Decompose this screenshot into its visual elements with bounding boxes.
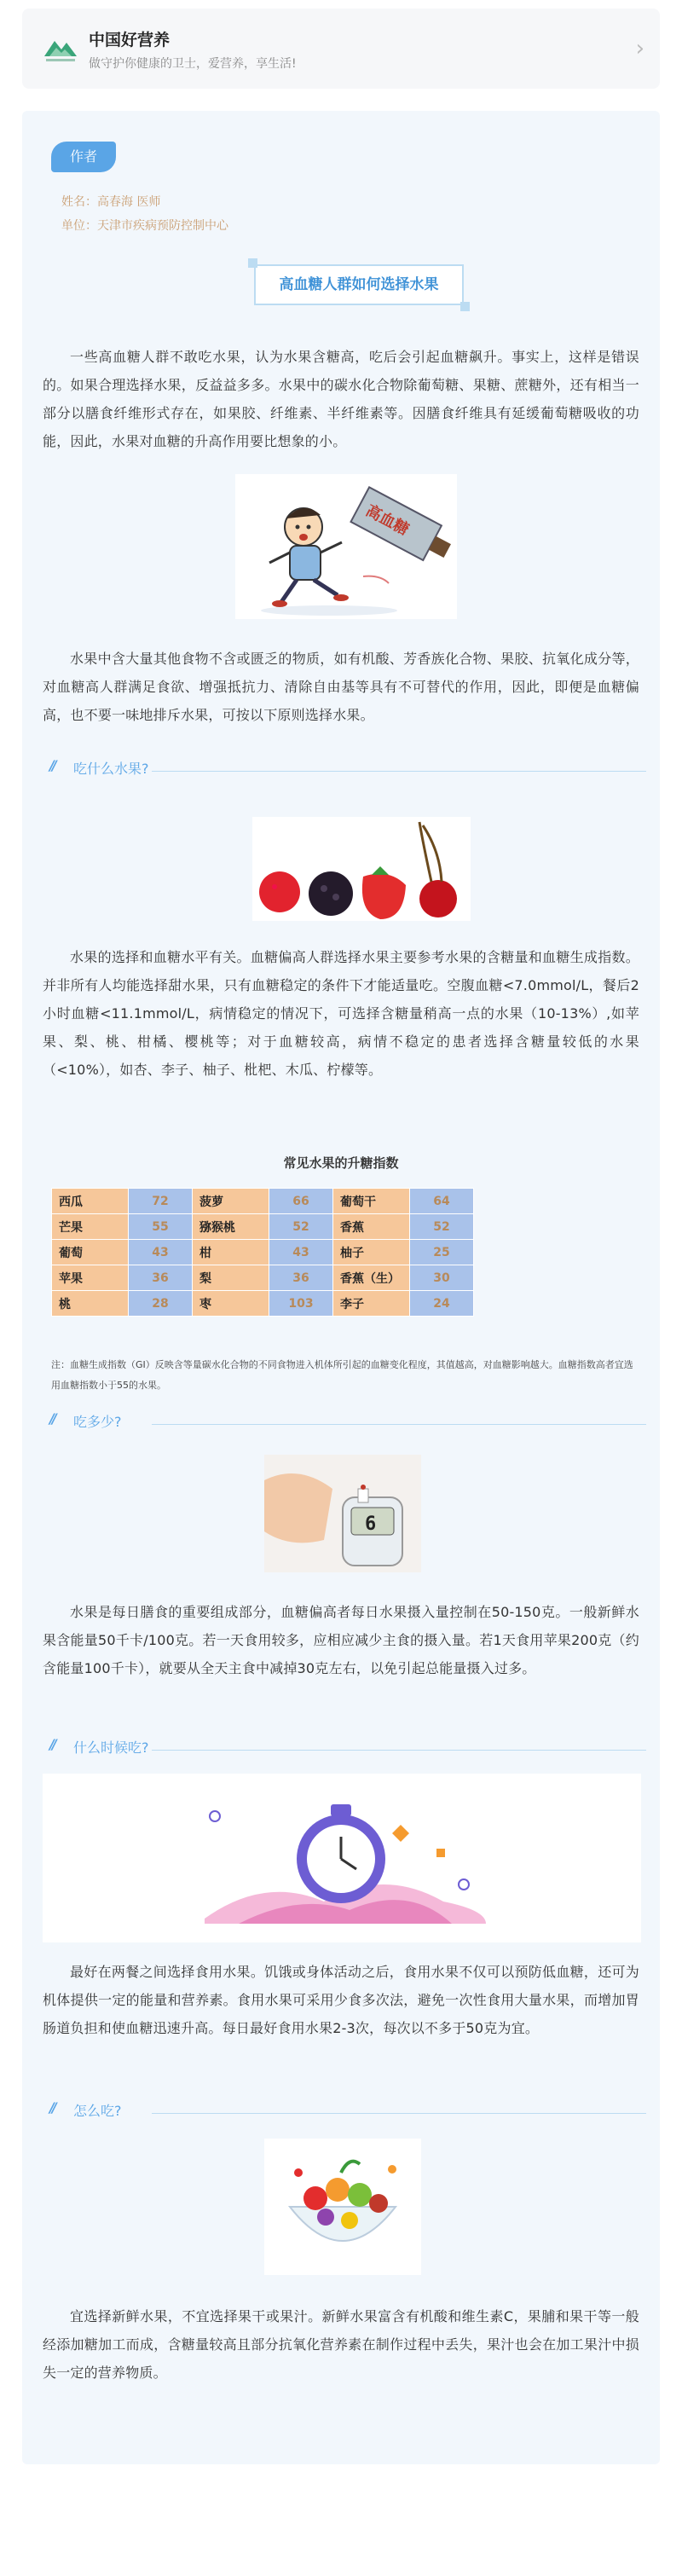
section-heading-label: 什么时候吃?: [73, 1740, 149, 1756]
section-heading-label: 怎么吃?: [73, 2103, 122, 2119]
gi-value: 64: [410, 1189, 474, 1214]
table-row: [52, 1214, 474, 1240]
gi-value: 66: [269, 1189, 333, 1214]
gi-value: 103: [269, 1291, 333, 1317]
fruit-name: 柚子: [333, 1240, 410, 1265]
intro-paragraph: 一些高血糖人群不敢吃水果，认为水果含糖高，吃后会引起血糖飙升。事实上，这样是错误的。如果合理选择水果，反益益多多。水果中的碳水化合物除葡萄糖、果糖、蔗糖外，还有相当一部分以膳食纤维形式存在，如果胶、纤维素、半纤维素等。因膳食纤维具有延缓葡萄糖吸收的功能，因此，水果对血糖的升高作用要比想象的小。: [43, 349, 639, 449]
article-title: 高血糖人群如何选择水果: [254, 264, 464, 305]
gi-value: 36: [269, 1265, 333, 1291]
section-heading-how-much: [49, 1409, 646, 1433]
fruit-name: 枣: [193, 1291, 269, 1317]
glucometer-illustration: [264, 1455, 421, 1572]
gi-value: 52: [410, 1214, 474, 1240]
gi-value: 72: [129, 1189, 193, 1214]
section-divider: [152, 1424, 646, 1425]
stopwatch-illustration: [43, 1774, 641, 1942]
slash-icon: //: [49, 1736, 55, 1752]
fruit-name: 香蕉（生）: [333, 1265, 410, 1291]
account-logo-icon: [41, 27, 80, 67]
slash-icon: //: [49, 2099, 55, 2116]
account-slogan: 做守护你健康的卫士，爱营养，享生活!: [89, 57, 297, 71]
clock-image: [43, 1774, 641, 1942]
scared-person-illustration: [235, 474, 457, 619]
fruit-name: 桃: [52, 1291, 129, 1317]
fruit-name: 梨: [193, 1265, 269, 1291]
glucometer-reading: 6: [365, 1514, 377, 1535]
gi-value: 43: [269, 1240, 333, 1265]
account-name: 中国好营养: [89, 31, 170, 49]
account-card[interactable]: [22, 9, 660, 89]
slash-icon: //: [49, 757, 55, 773]
gi-value: 30: [410, 1265, 474, 1291]
section-divider: [152, 771, 646, 772]
table-row: [52, 1240, 474, 1265]
illustration-image: [235, 474, 457, 619]
fruit-image: [252, 817, 471, 921]
gi-value: 25: [410, 1240, 474, 1265]
section-4-text: 宜选择新鲜水果，不宜选择果干或果汁。新鲜水果富含有机酸和维生素C，果脯和果干等一般经添加糖加工而成，含糖量较高且部分抗氧化营养素在制作过程中丢失，果汁也会在加工果汁中损失一定的营养物质。: [43, 2308, 639, 2381]
fruit-name: 柑: [193, 1240, 269, 1265]
section-heading-how: [49, 2098, 646, 2122]
gi-value: 43: [129, 1240, 193, 1265]
gi-value: 28: [129, 1291, 193, 1317]
gi-table: [51, 1188, 474, 1317]
section-heading-label: 吃多少?: [73, 1414, 122, 1430]
page-bottom: [0, 2464, 682, 2576]
berries-cherry-illustration: [252, 817, 471, 921]
fruit-name: 葡萄: [52, 1240, 129, 1265]
gi-value: 36: [129, 1265, 193, 1291]
fruit-name: 芒果: [52, 1214, 129, 1240]
section-divider: [152, 2113, 646, 2114]
gi-table-note: 注：血糖生成指数（GI）反映含等量碳水化合物的不同食物进入机体所引起的血糖变化程度，其值越高，对血糖影响越大。血糖指数高者宜选用血糖指数小于55的水果。: [51, 1359, 633, 1391]
slash-icon: //: [49, 1410, 55, 1427]
section-divider: [152, 1750, 646, 1751]
section-heading-label: 吃什么水果?: [73, 761, 149, 777]
table-row: [52, 1265, 474, 1291]
section-heading-what: [49, 755, 646, 779]
fruit-name: 西瓜: [52, 1189, 129, 1214]
gi-table-title: 常见水果的升糖指数: [283, 1155, 399, 1171]
gi-value: 55: [129, 1214, 193, 1240]
section-heading-when: [49, 1734, 646, 1758]
fruit-name: 苹果: [52, 1265, 129, 1291]
gi-value: 52: [269, 1214, 333, 1240]
author-badge: 作者: [51, 142, 116, 172]
fruit-name: 李子: [333, 1291, 410, 1317]
fruit-bowl-image: [264, 2139, 421, 2275]
author-name: 姓名：高春海 医师: [61, 195, 161, 209]
fruit-name: 香蕉: [333, 1214, 410, 1240]
paragraph-2: 水果中含大量其他食物不含或匮乏的物质，如有机酸、芳香族化合物、果胶、抗氧化成分等，对血糖高人群满足食欲、增强抵抗力、清除自由基等具有不可替代的作用，因此，即便是血糖偏高，也不要一味地排斥水果，可按以下原则选择水果。: [43, 651, 639, 723]
chevron-right-icon[interactable]: ›: [635, 36, 644, 61]
fruit-bowl-illustration: [264, 2139, 421, 2275]
section-3-text: 最好在两餐之间选择食用水果。饥饿或身体活动之后，食用水果不仅可以预防低血糖，还可为机体提供一定的能量和营养素。食用水果可采用少食多次法，避免一次性食用大量水果，而增加胃肠道负担和使血糖迅速升高。每日最好食用水果2-3次，每次以不多于50克为宜。: [43, 1964, 639, 2036]
table-row: [52, 1189, 474, 1214]
section-2-text: 水果是每日膳食的重要组成部分，血糖偏高者每日水果摄入量控制在50-150克。一般新鲜水果含能量50千卡/100克。若一天食用较多，应相应减少主食的摄入量。若1天食用苹果200克（约含能量100千卡），就要从全天主食中减掉30克左右，以免引起总能量摄入过多。: [43, 1604, 639, 1676]
glucometer-image: [264, 1455, 421, 1572]
gi-value: 24: [410, 1291, 474, 1317]
author-unit: 单位：天津市疾病预防控制中心: [61, 219, 228, 233]
section-1-text: 水果的选择和血糖水平有关。血糖偏高人群选择水果主要参考水果的含糖量和血糖生成指数。并非所有人均能选择甜水果，只有血糖稳定的条件下才能适量吃。空腹血糖<7.0mmol/L，餐后2小时血糖<11.1mmol/L，病情稳定的情况下，可选择含糖量稍高一点的水果（10-13%）,如苹果、梨、桃、柑橘、樱桃等；对于血糖较高，病情不稳定的患者选择含糖量较低的水果（<10%），如杏、李子、柚子、枇杷、木瓜、柠檬等。: [43, 949, 639, 1078]
fruit-name: 猕猴桃: [193, 1214, 269, 1240]
table-row: [52, 1291, 474, 1317]
fruit-name: 葡萄干: [333, 1189, 410, 1214]
knife-label: 高血糖: [362, 501, 413, 540]
fruit-name: 菠萝: [193, 1189, 269, 1214]
